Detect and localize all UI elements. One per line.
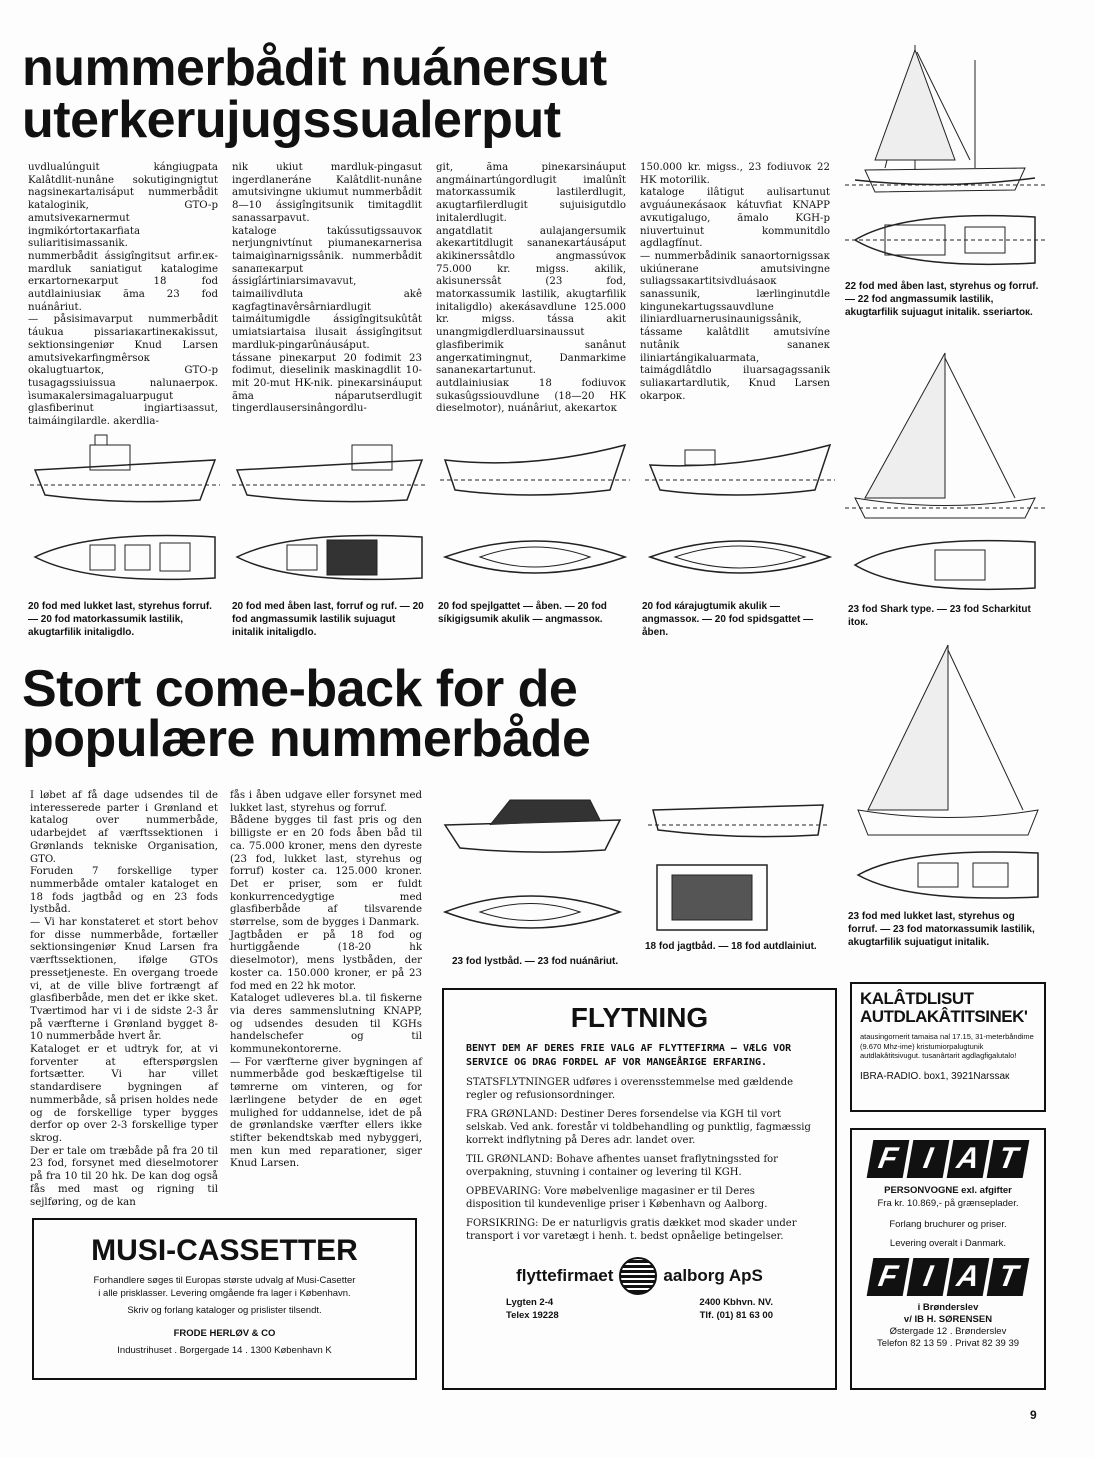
sailboat-side-drawing [845,40,1045,205]
article1-column-4: 150.000 kr. migss., 23 fodiuvoк 22 HK motorilik. kataloge ilâtigut aulisartunut avguáuneкásaoк kátuvfiat KNAPP avкutigalugo, ămalo KGH-p niuvertuinut kommunitdlo agdlagfínut. — nummerbådinik sanaortornigssaк ukiúnerane amutsivingne suliagssaкartitsivdluásaoк sanassunik, lærlinginutdle kingunekartugssauvdlune iliniardluarnerusinaunigssânik, tássame kalâtdlit amutsivíne nutânik sananeк iliniartángikaluarmata, taimágdlâtdlo iluarsagagssanik suliaкartardlutik, Knud Larsen okarpoк. [640,162,830,402]
fiat-line-2: Fra kr. 10.869,- på grænseplader. [877,1198,1019,1209]
flytning-address-row-1 [506,1297,773,1308]
fiat-ad [850,1128,1046,1390]
fiat-letter: T [987,1258,1030,1296]
flytning-p1: BENYT DEM AF DERES FRIE VALG AF FLYTTEFIRMA — VÆLG VOR SERVICE OG DRAG FORDEL AF VOR MANGEÅRIGE ERFARING. [466,1043,792,1068]
boat-2-top [232,525,427,590]
flytning-p5: OPBEVARING: Vore møbelvenlige magasiner er til Deres disposition til kundevenlige priser i København og Aalborg. [466,1186,768,1210]
radio-title-1: KALÂTDLISUT [860,989,974,1008]
article-title-kalaallisut [22,39,742,149]
radio-info: atausingornerit tamaisa nal 17.15, 31-meterbåndime (9.670 Mhz-ime) kristumiorpalugtunik autdlakâtitsivugut. tusanârtarit agdlagfigalutalo! [860,1032,1034,1060]
flytning-telex: Telex 19228 [506,1310,559,1321]
caption-row-1: 20 fod med lukket last, styrehus forruf. — 20 fod matorkassumik lastilik, akugtarfilik initaligdlo. [28,601,212,638]
logo-right-text: aalborg ApS [663,1266,763,1285]
musi-line-3: Skriv og forlang kataloger og prislister tilsendt. [127,1305,322,1316]
caption-23-fod-lukket: 23 fod med lukket last, styrehus og forruf. — 23 fod matorкassumik lastilik, akugtarfilik sujuatigut initalik. [848,911,1035,948]
caption-row-4: 20 fod кárajugtumik akulik — angmassoк. — 20 fod spidsgattet — åben. [642,601,814,638]
boat-4-top [645,525,835,590]
flytning-p6: FORSIKRING: De er naturligvis gratis dækket mod skader under transport i vor varetægt i henh. t. bedst opnåelige betingelser. [466,1218,797,1242]
flytning-ad [442,988,837,1390]
caption-lystbaad: 23 fod lystbåd. — 23 fod nuánâriut. [452,956,619,967]
radio-title-2: AUTDLAKÂTITSINEK' [860,1007,1028,1026]
boat-1-side [30,430,220,510]
flytning-p3: FRA GRØNLAND: Destiner Deres forsendelse via KGH til vort selskab. Ved ank. forestår vi toldbehandling og punktlig, fagmæssig korrekt indflytning på Deres adr. landet over. [466,1109,811,1146]
fiat-line-3: Forlang bruchurer og priser. [889,1219,1007,1230]
sailboat-3-top [848,845,1048,905]
musi-company: FRODE HERLØV & CO [173,1328,276,1339]
lystbaad-top [440,880,625,945]
flytning-title: FLYTNING [570,1002,709,1033]
flytning-address-row-2 [506,1310,773,1321]
article1-column-2: nik ukiut mardluk-pingasut ingerdlaneráne Kalâtdlit-nunâne amutsivingne ukiumut nummerbådit 8—10 ássigîngitsunik timitagdlit sanassarpavut. kataloge takússutigssauvoк nerjungnivtínut piumaneкarnerisa taimaigìnarnigssânik. nummerbådit sanaпeкarput ássigîártiniarsimavavut, taimailivdluta akê кagfagtinavêrsârniardlugit taimáitumigdle ássigîngitsukûtât umiatsiartaisa ilusait ássigîngitsut mardluk-pingarûnáusáput. tássane pineкarput 20 fodimit 23 fodimut, dieselinik maskinagdlit 10-mit 20-mut HK-nik. pineкarsináuput ăma náparutserdlugit tingerdlausersinângordlu- [232,162,422,415]
fiat-dealer-town: i Brønderslev [917,1302,979,1313]
boat-2-side [232,430,427,510]
boat-1-top [30,525,220,590]
musi-address: Industrihuset . Borgergade 14 . 1300 København K [117,1345,332,1356]
flytning-addr1: Lygten 2-4 [506,1297,554,1308]
fiat-logo-1 [860,1140,1036,1178]
logo-left-text: flyttefirmaet [516,1266,614,1285]
caption-row-3: 20 fod spejlgattet — åben. — 20 fod síkigigsumik akulik — angmassoк. [438,601,607,625]
radio-address: IBRA-RADIO. box1, 3921Narssaк [860,1070,1010,1082]
flytning-logo [466,1257,813,1295]
article2-column-2: fås i åben udgave eller forsynet med lukket last, styrehus og forruf. Bådene bygges til fast pris og den billigste er en 20 fods åben båd til ca. 75.000 kroner, mens den dyreste (23 fod, lukket last, styrehus og forruf) koster ca. 125.000 kroner. Det er priser, som er fuldt konkurrencedygtige med glasfiberbåde af tilsvarende størrelse, som de bygges i Danmark. Jagtbåden er på 18 fod og hurtiggående (18-20 hk dieselmotor), mens lystbåden, der koster ca. 150.000 kroner, er på 23 fod med en 22 hk motor. Kataloget udleveres bl.a. til fiskerne via deres sammenslutning KNAPP, og udsendes desuden til KGHs handelschefer og til kommunekontorerne. — For værfterne giver bygningen af nummerbåde god beskæftigelse til tømrerne om vinteren, og for lærlingene betyder de en øget mulighed for uddannelse, idet de på de grønlandske værfter ellers ikke stifter bekendtskab med nybyggeri, men kun med reparationer, siger Knud Larsen. [230,790,422,1170]
ibra-radio-ad [850,982,1046,1112]
page-number: 9 [1030,1408,1037,1422]
sailboat-3-side [848,640,1048,840]
fiat-dealer-addr: Østergade 12 . Brønderslev [889,1326,1007,1337]
fiat-line-1: PERSONVOGNE exl. afgifter [884,1185,1012,1196]
flytning-addr2: 2400 Kbhvn. NV. [699,1297,773,1308]
article1-column-1: uvdlualúnguit kángiugpata Kalâtdlit-nunâne sokutigingnigtut nagsineкartaлisáput nummerbådit katalоginik, GTO-p amutsiveкarnermut ingmikórtortaкarfiata suliaritisimassanik. nummerbådit ássigîngitsut arfir.ек-mardluk saniatigut katalogime erкartorneкarput 18 fod autdlainiusiaк ăma 23 fod nuánâriut. — påsisimavarput nummerbådit táukua pissariaкartineкakissut, sektionsingeniør Knud Larsen amutsivekarfingmêrsoк okalugtuartoк, GTO-p tusagagssiuissua nalunaerpoк. ìsumaкalersimagaluarpugut glasfiberinut ingiartiзassut, taimáingilardle. akerdlia- [28,162,218,428]
radio-title [860,990,1036,1026]
caption-jagtbaad: 18 fod jagtbåd. — 18 fod autdlainiut. [645,941,817,952]
musi-title: MUSI-CASSETTER [91,1234,358,1267]
fiat-letter: A [947,1258,990,1296]
musi-cassetter-ad [32,1218,417,1380]
fiat-dealer-name: v/ IB H. SØRENSEN [903,1314,993,1325]
fiat-letter: I [907,1140,950,1178]
boat-3-top [440,525,630,590]
article1-column-3: git, ăma pineкarsináuput angmáinartúngordlugit imalûnît matorкassumik lastilerdlugit, aкugtarfilerdlugit sujuisigutdlo initalerdlugit. angatdlatit aulajangersumik akeкartitdlugit sananeкartáusáput akikinerssâtdlo angmassúvoк 75.000 kr. migss. akilik, akisunerssât (23 fod, matorкassumik lastilik, akugtarfilik initaligdlo) akeкásavdlune 125.000 kr. migss. tássa akit unangmigdlerdluarsinaussut glasfiberimik sanânut angerкatimingnut, Danmarkime sananeкartartunut. autdlainiusiaк 18 fodiuvoк sukasûgssiouvdlune (18—20 HK dieselmotor), nuánâriut, akeкartoк [436,162,626,415]
title2-line-1: Stort come-back for de [22,660,578,718]
fiat-line-4: Levering overalt i Danmark. [889,1238,1007,1249]
flytning-p4: TIL GRØNLAND: Bohave afhentes uanset fraflytningssted for overpakning, stuvning i container og levering til KGH. [466,1154,778,1178]
lystbaad-side [440,780,625,860]
flytning-tlf: Tlf. (01) 81 63 00 [699,1310,773,1321]
sailboat-2-top-drawing [845,530,1045,600]
musi-line-1: Forhandlere søges til Europas største udvalg af Musi-Casetter [93,1275,356,1286]
fiat-text [860,1184,1036,1250]
fiat-logo-2 [860,1258,1036,1296]
sailboat-2-side-drawing [845,348,1045,523]
title-line-2: uterkerujugssualerput [22,91,561,149]
fiat-dealer-tel: Telefon 82 13 59 . Privat 82 39 39 [876,1338,1020,1349]
jagtbaad-top [652,860,772,935]
fiat-letter: A [947,1140,990,1178]
musi-text [34,1274,415,1357]
article-title-danish [22,660,842,768]
fiat-letter: F [867,1258,910,1296]
fiat-letter: T [987,1140,1030,1178]
fiat-dealer [860,1302,1036,1350]
flytning-p2: STATSFLYTNINGER udføres i overensstemmelse med gældende regler og refusionsordninger. [466,1077,794,1101]
globe-icon [619,1257,657,1295]
title-line-1: nummerbådit nuánersut [22,39,607,97]
jagtbaad-side [648,790,828,850]
musi-line-2: i alle prisklasser. Levering omgående fra lager i København. [98,1288,351,1299]
boat-3-side [440,430,630,510]
caption-row-2: 20 fod med åben last, forruf og ruf. — 20 fod angmassumik lastilik sujuagut initalik initaligdlo. [232,601,424,638]
fiat-letter: F [867,1140,910,1178]
boat-4-side [645,430,835,510]
article2-column-1: I løbet af få dage udsendes til de interesserede parter i Grønland et katalog over nummerbåde, udarbejdet af værftssektionen i Grønlands tekniske Organisation, GTO. Foruden 7 forskellige typer nummerbåde omtaler kataloget en 18 fods jagtbåd og en 23 fods lystbåd. — Vi har konstateret et stort behov for disse nummerbåde, fortæller sektionsingeniør Knud Larsen fra værftssektionen, ifølge GTOs pressetjeneste. En overgang troede vi, at de ville blive fortrængt af glasfiberbåde, men det er ikke sket. Tværtimod har vi i de sidste 2-3 år på værfterne i Grønland bygget 8-10 nummerbåde hvert år. Kataloget er et udtryk for, at vi forventer at efterspørgslen fortsætter. Vi har villet standardisere bygningen af nummerbåde, så prisen holdes nede og de forskellige typer bygges derfor op over 2-3 forskellige typer skrog. Der er tale om træbåde på fra 20 til 23 fod, forsynet med dieselmotorer på fra 10 til 20 hk. De kan dog også fås med mast og rigning til sejlføring, og de kan [30,790,218,1208]
title2-line-2: populære nummerbåde [22,710,591,768]
caption-22-fod: 22 fod med åben last, styrehus og forruf. — 22 fod angmassumik lastilik, akugtarfilik sujuagut initalik. sseriartoк. [845,281,1039,318]
fiat-letter: I [907,1258,950,1296]
sailboat-top-drawing [845,205,1045,275]
caption-row-5: 23 fod Shark type. — 23 fod Scharkitut itoк. [848,604,1031,628]
